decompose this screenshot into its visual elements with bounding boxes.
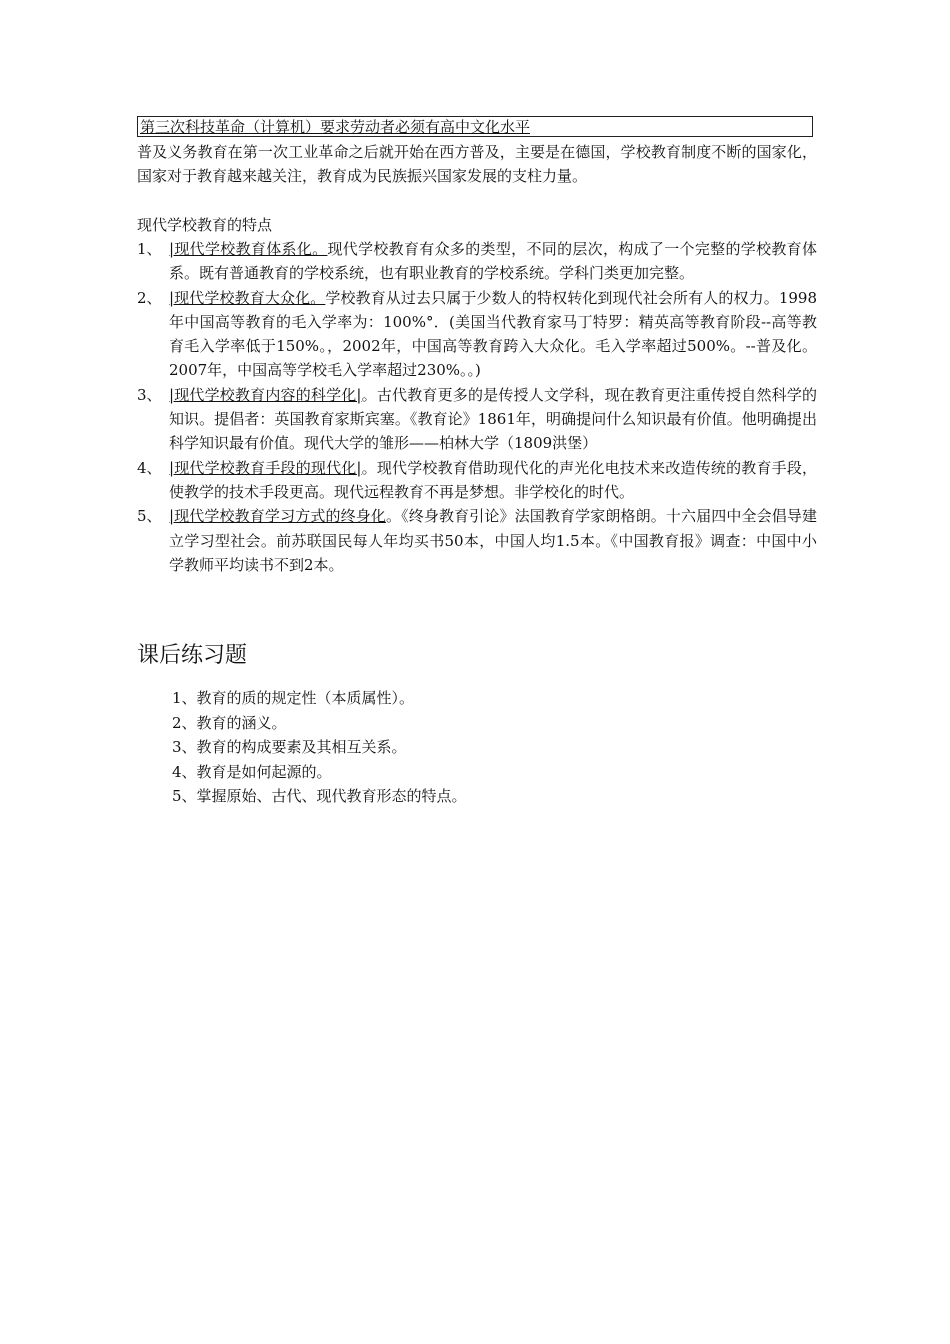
feature-body: 学校教育从过去只属于少数人的特权转化到现代社会所有人的权力。1998年中国高等教育的毛入学率为：100%°．(美国当代教育家马丁特罗：精英高等教育阶段--高等教育毛入学率低于150%。，2002年，中国高等教育跨入大众化。毛入学率超过500%。--普及化。2007年，中国高等学校毛入学率超过230%。。) [169, 288, 817, 380]
exercise-item: 2、教育的涵义。 [172, 713, 287, 732]
feature-heading: |现代学校教育学习方式的终身化 [169, 507, 386, 526]
feature-body: 现代学校教育有众多的类型，不同的层次，构成了一个完整的学校教育体系。既有普通教育的学校系统，也有职业教育的学校系统。学科门类更加完整。 [169, 240, 817, 283]
exercise-title: 课后练习题 [137, 643, 248, 668]
exercise-item: 5、掌握原始、古代、现代教育形态的特点。 [172, 787, 467, 805]
feature-body: 。现代学校教育借助现代化的声光化电技术来改造传统的教育手段，使教学的技术手段更高。现代远程教育不再是梦想。非学校化的时代。 [169, 458, 817, 501]
feature-item [137, 504, 817, 577]
feature-item [137, 286, 817, 383]
feature-heading: |现代学校教育内容的科学化| [169, 385, 362, 404]
feature-item [137, 456, 817, 505]
feature-body: 。古代教育更多的是传授人文学科，现在教育更注重传授自然科学的知识。提倡者：英国教育家斯宾塞。《教育论》1861年，明确提问什么知识最有价值。他明确提出科学知识最有价值。现代大学的雏形——柏林大学（1809洪堡） [169, 385, 817, 453]
section-label: 现代学校教育的特点 [137, 216, 273, 234]
boxed-heading-text: 第三次科技革命（计算机）要求劳动者必须有高中文化水平 [140, 118, 531, 136]
exercise-item: 4、教育是如何起源的。 [172, 762, 332, 781]
feature-body: 。《终身教育引论》法国教育学家朗格朗。十六届四中全会倡导建立学习型社会。前苏联国民每人年均买书50本，中国人均1.5本。《中国教育报》调查：中国中小学教师平均读书不到2本。 [169, 507, 817, 574]
feature-heading: |现代学校教育大众化。 [169, 288, 326, 307]
feature-item [137, 383, 817, 456]
exercise-item: 1、教育的质的规定性（本质属性）。 [172, 689, 415, 707]
exercise-item: 3、教育的构成要素及其相互关系。 [172, 738, 407, 756]
feature-number: 2、 [137, 288, 162, 307]
feature-number: 5、 [137, 507, 162, 526]
features-list [137, 237, 817, 577]
feature-heading: |现代学校教育体系化。 [169, 240, 328, 258]
feature-number: 3、 [137, 385, 162, 404]
feature-item [137, 237, 817, 286]
feature-number: 1、 [137, 240, 162, 258]
intro-paragraph: 普及义务教育在第一次工业革命之后就开始在西方普及，主要是在德国，学校教育制度不断的国家化，国家对于教育越来越关注，教育成为民族振兴国家发展的支柱力量。 [137, 143, 817, 185]
feature-heading: |现代学校教育手段的现代化| [169, 458, 362, 477]
exercise-list [172, 686, 467, 809]
boxed-heading-line [137, 116, 813, 137]
feature-number: 4、 [137, 458, 162, 477]
